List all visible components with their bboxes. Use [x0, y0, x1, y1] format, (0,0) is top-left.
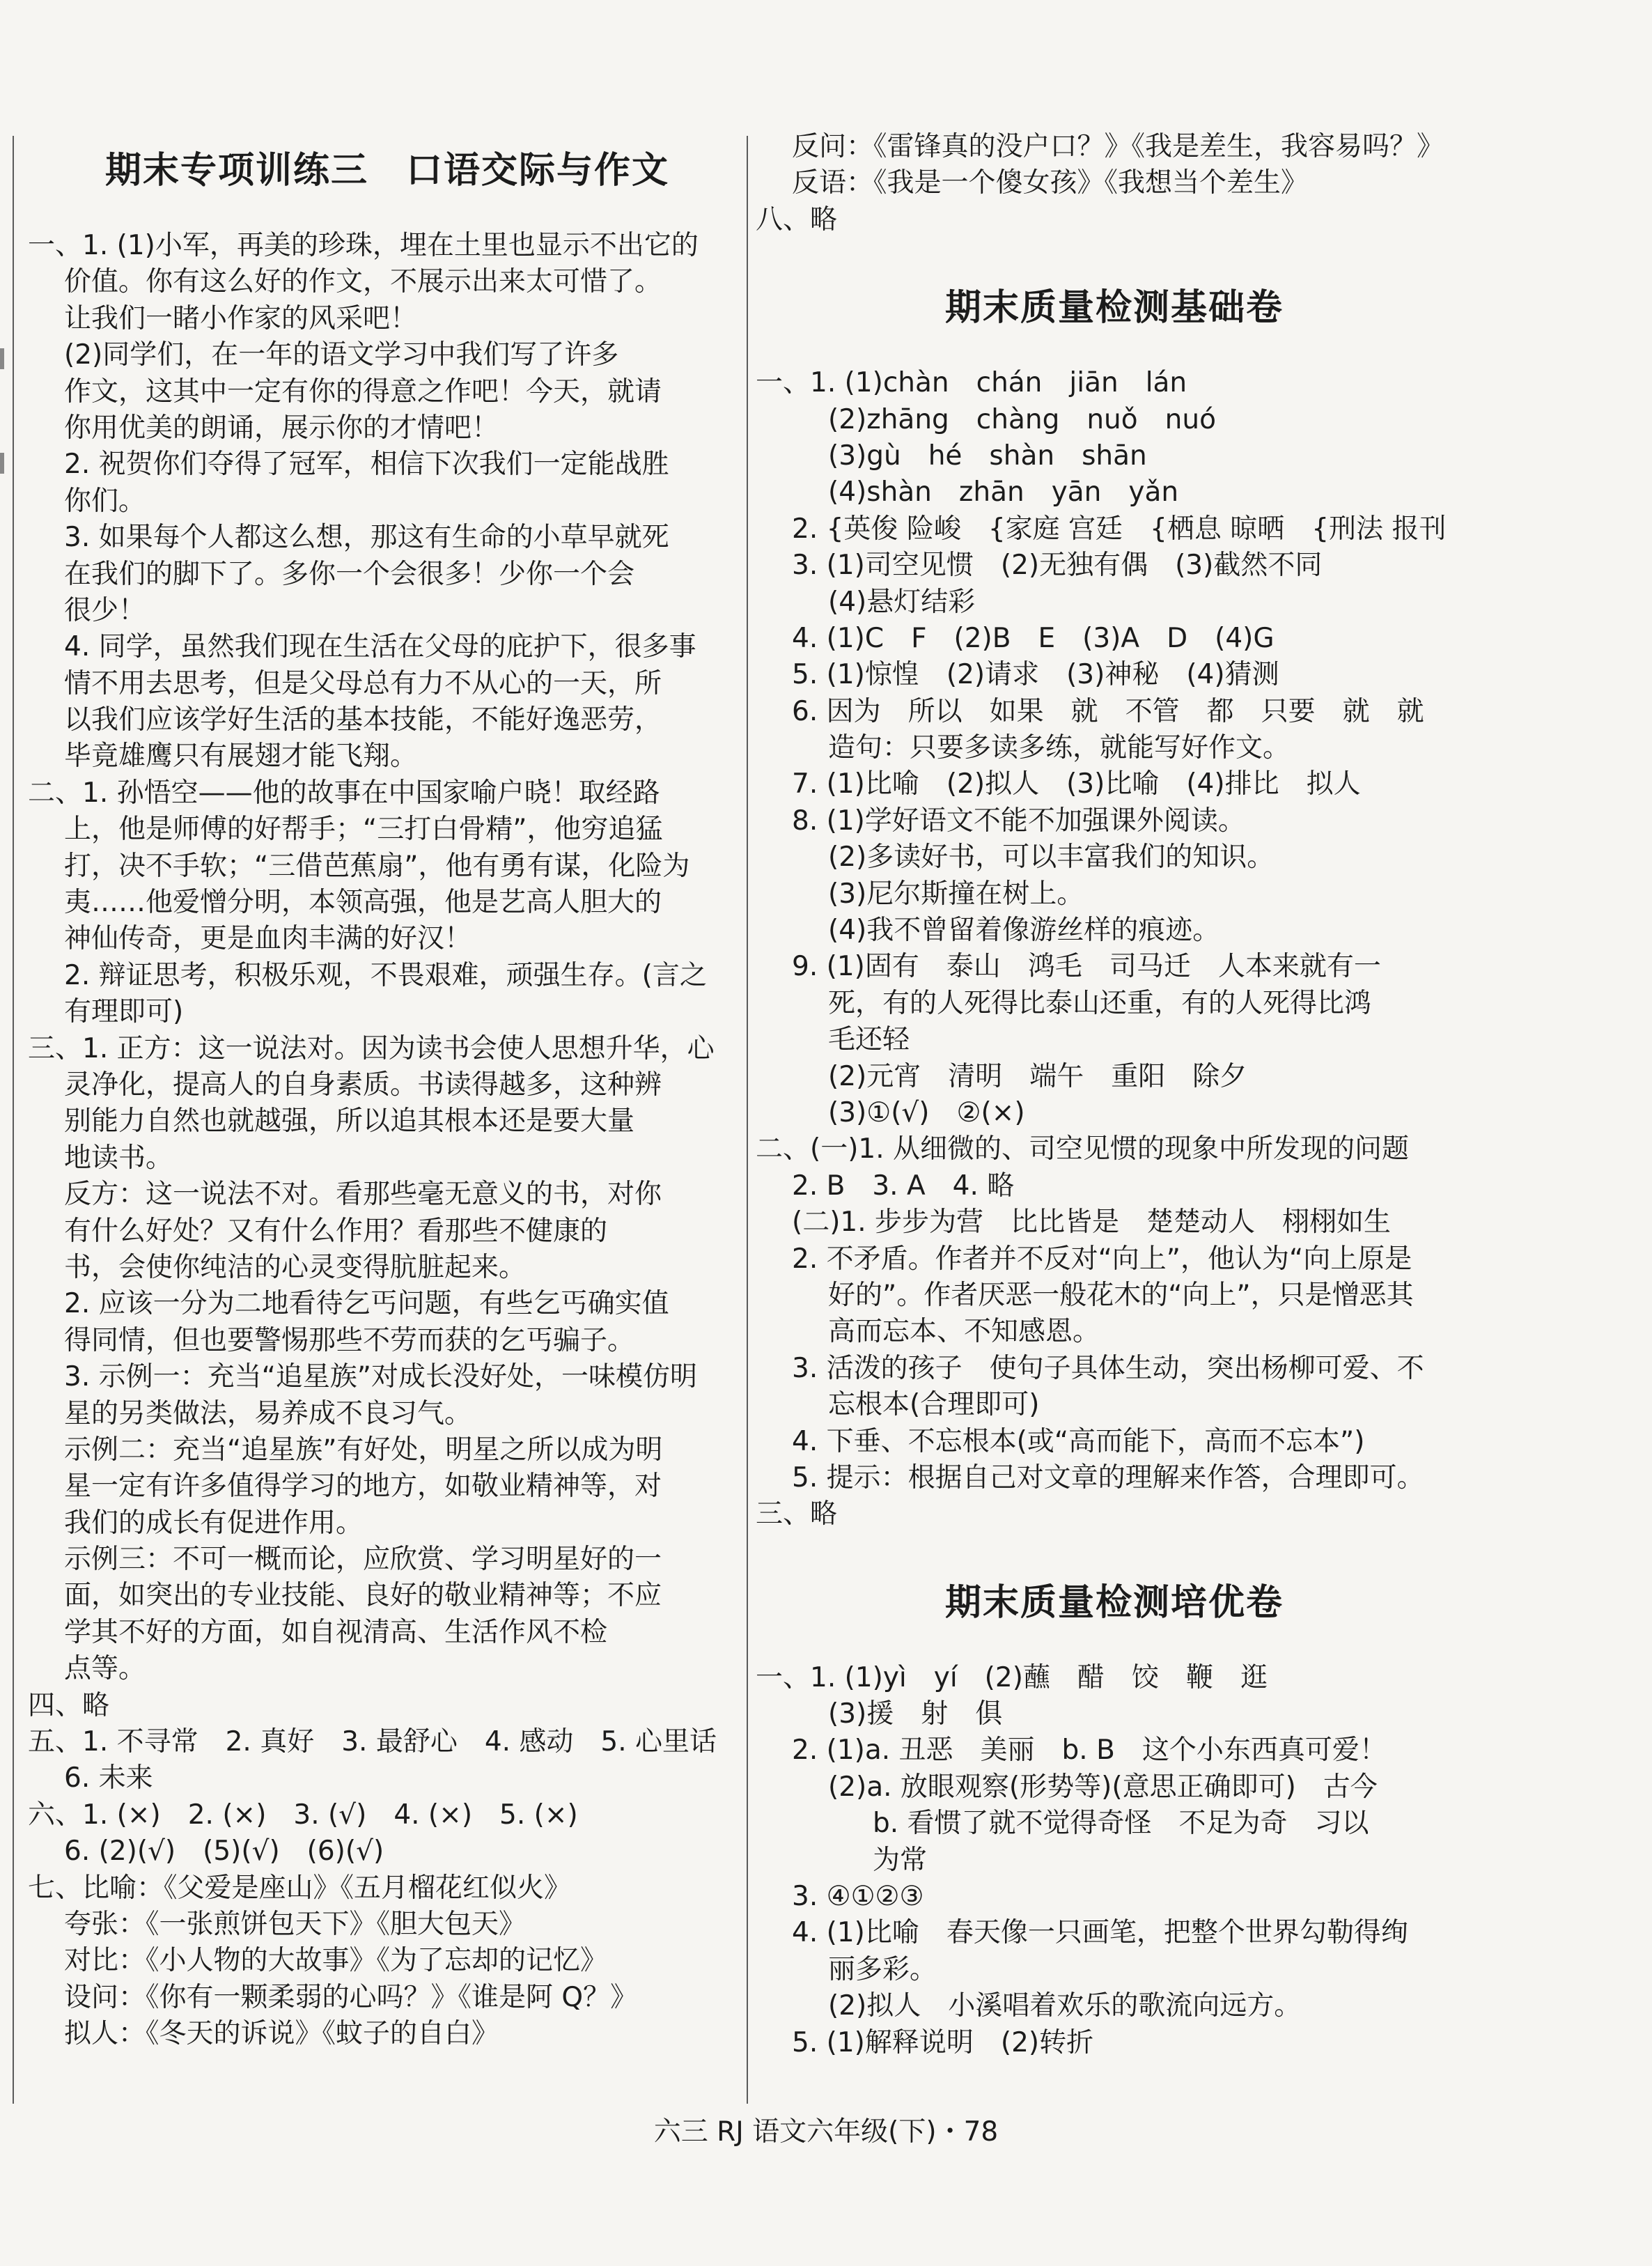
- answer-line: 夷……他爱憎分明，本领高强，他是艺高人胆大的: [64, 887, 662, 919]
- basic-exam-answers: [756, 365, 1473, 1533]
- answer-line: 作文，这其中一定有你的得意之作吧！今天，就请: [64, 375, 662, 408]
- answer-line: 你们。: [64, 485, 146, 517]
- section-title-advanced-exam: 期末质量检测培优卷: [944, 1581, 1284, 1624]
- left-answer-lines: [28, 228, 747, 2053]
- answer-line: (2)拟人 小溪唱着欢乐的歌流向远方。: [828, 1990, 1302, 2022]
- answer-line: 地读书。: [64, 1142, 173, 1174]
- answer-line: 你用优美的朗诵，展示你的才情吧！: [64, 412, 499, 444]
- answer-line: (4)我不曾留着像游丝样的痕迹。: [828, 915, 1220, 947]
- right-column: [756, 129, 1473, 2061]
- answer-line: 2. 祝贺你们夺得了冠军，相信下次我们一定能战胜: [64, 449, 669, 481]
- answer-line: 6. 因为 所以 如果 就 不管 都 只要 就 就: [792, 695, 1424, 727]
- answer-line: 示例二：充当“追星族”有好处，明星之所以成为明: [64, 1434, 663, 1466]
- answer-line: 5. 提示：根据自己对文章的理解来作答，合理即可。: [792, 1461, 1424, 1493]
- answer-line: 造句：只要多读多练，就能写好作文。: [828, 732, 1291, 764]
- answer-line: 我们的成长有促进作用。: [64, 1507, 364, 1539]
- answer-line: 毛还轻: [828, 1024, 910, 1056]
- answer-line: 为常: [873, 1844, 928, 1876]
- answer-line: 丽多彩。: [828, 1953, 937, 1985]
- column-divider: [747, 136, 748, 2104]
- answer-line: 二、(一)1. 从细微的、司空见惯的现象中所发现的问题: [756, 1133, 1410, 1165]
- answer-line: 反语：《我是一个傻女孩》《我想当个差生》: [792, 167, 1309, 199]
- answer-line: 3. 活泼的孩子 使句子具体生动，突出杨柳可爱、不: [792, 1352, 1424, 1384]
- answer-line: 2. B 3. A 4. 略: [792, 1170, 1015, 1202]
- left-column: [28, 129, 747, 2053]
- answer-line: (2)zhāng chàng nuǒ nuó: [828, 403, 1216, 435]
- binding-edge-marks: [0, 348, 7, 627]
- answer-line: 2. 不矛盾。作者并不反对“向上”，他认为“向上原是: [792, 1243, 1412, 1275]
- answer-line: (3)尼尔斯撞在树上。: [828, 878, 1084, 910]
- answer-line: (2)多读好书，可以丰富我们的知识。: [828, 841, 1275, 874]
- answer-line: 高而忘本、不知感恩。: [828, 1316, 1100, 1348]
- answer-line: 拟人：《冬天的诉说》《蚊子的自白》: [64, 2018, 499, 2050]
- section-title-oral-writing: 期末专项训练三 口语交际与作文: [104, 150, 669, 192]
- answer-line: 星一定有许多值得学习的地方，如敬业精神等，对: [64, 1470, 662, 1503]
- answer-line: 2. 辩证思考，积极乐观，不畏艰难，顽强生存。(言之: [64, 959, 707, 991]
- answer-line: 以我们应该学好生活的基本技能，不能好逸恶劳，: [64, 704, 662, 736]
- answer-line: 6. 未来: [64, 1762, 153, 1794]
- answer-line: 示例三：不可一概而论，应欣赏、学习明星好的一: [64, 1544, 662, 1576]
- answer-line: 书，会使你纯洁的心灵变得肮脏起来。: [64, 1251, 527, 1283]
- answer-line: 三、略: [756, 1498, 838, 1530]
- answer-line: 5. (1)解释说明 (2)转折: [792, 2026, 1094, 2058]
- answer-line: 上，他是师傅的好帮手；“三打白骨精”，他穷追猛: [64, 814, 663, 846]
- answer-line: 八、略: [756, 203, 838, 235]
- answer-line: 3. 如果每个人都这么想，那这有生命的小草早就死: [64, 522, 669, 554]
- answer-line: 打，决不手软；“三借芭蕉扇”，他有勇有谋，化险为: [64, 850, 690, 882]
- answer-line: 7. (1)比喻 (2)拟人 (3)比喻 (4)排比 拟人: [792, 768, 1361, 800]
- answer-line: 很少！: [64, 594, 146, 626]
- answer-line: 点等。: [64, 1653, 146, 1685]
- right-intro-lines: [756, 129, 1473, 238]
- answer-line: (3)援 射 俱: [828, 1698, 1003, 1730]
- answer-line: 3. ④①②③: [792, 1881, 924, 1913]
- answer-line: 4. (1)比喻 春天像一只画笔，把整个世界勾勒得绚: [792, 1917, 1408, 1949]
- answer-line: 学其不好的方面，如自视清高、生活作风不检: [64, 1616, 608, 1648]
- answer-line: 神仙传奇，更是血肉丰满的好汉！: [64, 923, 472, 955]
- answer-line: 2. {英俊 险峻 {家庭 宫廷 {栖息 晾晒 {刑法 报刊: [792, 513, 1447, 545]
- answer-line: 七、比喻：《父爱是座山》《五月榴花红似火》: [28, 1872, 572, 1904]
- answer-line: 反问：《雷锋真的没户口？》《我是差生，我容易吗？》: [792, 131, 1444, 162]
- answer-line: (二)1. 步步为营 比比皆是 楚楚动人 栩栩如生: [792, 1206, 1392, 1239]
- answer-line: 星的另类做法，易养成不良习气。: [64, 1397, 472, 1429]
- answer-line: 别能力自然也就越强，所以追其根本还是要大量: [64, 1105, 635, 1138]
- answer-line: 死，有的人死得比泰山还重，有的人死得比鸿: [828, 987, 1372, 1019]
- section-title-basic-exam: 期末质量检测基础卷: [944, 287, 1284, 329]
- answer-line: 一、1. (1)yì yí (2)蘸 醋 饺 鞭 逛: [756, 1661, 1268, 1693]
- answer-line: 四、略: [28, 1689, 110, 1721]
- answer-line: 设问：《你有一颗柔弱的心吗？》《谁是阿 Q？》: [64, 1981, 638, 2013]
- page-footer: 六三 RJ 语文六年级(下)・78: [653, 2116, 999, 2148]
- answer-line: 2. (1)a. 丑恶 美丽 b. B 这个小东西真可爱！: [792, 1735, 1387, 1767]
- answer-line: 3. (1)司空见惯 (2)无独有偶 (3)截然不同: [792, 550, 1323, 582]
- answer-line: 好的”。作者厌恶一般花木的“向上”，只是憎恶其: [828, 1279, 1414, 1311]
- answer-line: 有理即可): [64, 996, 184, 1028]
- answer-line: 对比：《小人物的大故事》《为了忘却的记忆》: [64, 1945, 608, 1977]
- answer-line: (2)a. 放眼观察(形势等)(意思正确即可) 古今: [828, 1771, 1378, 1803]
- answer-line: 六、1. (×) 2. (×) 3. (√) 4. (×) 5. (×): [28, 1799, 578, 1831]
- answer-line: 一、1. (1)chàn chán jiān lán: [756, 367, 1187, 399]
- advanced-exam-answers: [756, 1660, 1473, 2061]
- answer-line: 4. 下垂、不忘根本(或“高而能下，高而不忘本”): [792, 1425, 1365, 1457]
- answer-line: 6. (2)(√) (5)(√) (6)(√): [64, 1836, 384, 1868]
- answer-line: 反方：这一说法不对。看那些毫无意义的书，对你: [64, 1179, 662, 1211]
- answer-line: 二、1. 孙悟空——他的故事在中国家喻户晓！取经路: [28, 777, 660, 809]
- answer-line: 情不用去思考，但是父母总有力不从心的一天，所: [64, 667, 662, 699]
- answer-line: 三、1. 正方：这一说法对。因为读书会使人思想升华，心: [28, 1032, 715, 1064]
- answer-line: 价值。你有这么好的作文，不展示出来太可惜了。: [64, 266, 662, 298]
- answer-line: (4)悬灯结彩: [828, 586, 976, 618]
- answer-line: 夸张：《一张煎饼包天下》《胆大包天》: [64, 1908, 527, 1940]
- answer-line: (2)同学们，在一年的语文学习中我们写了许多: [64, 339, 619, 371]
- answer-line: b. 看惯了就不觉得奇怪 不足为奇 习以: [873, 1808, 1369, 1840]
- answer-line: 毕竟雄鹰只有展翅才能飞翔。: [64, 740, 418, 773]
- answer-line: 面，如突出的专业技能、良好的敬业精神等；不应: [64, 1580, 662, 1612]
- answer-line: 灵净化，提高人的自身素质。书读得越多，这种辨: [64, 1069, 662, 1101]
- answer-line: 在我们的脚下了。多你一个会很多！少你一个会: [64, 558, 635, 590]
- answer-line: 五、1. 不寻常 2. 真好 3. 最舒心 4. 感动 5. 心里话: [28, 1726, 717, 1758]
- answer-line: 有什么好处？又有什么作用？看那些不健康的: [64, 1215, 608, 1247]
- answer-line: 4. 同学，虽然我们现在生活在父母的庇护下，很多事: [64, 631, 696, 663]
- answer-line: 3. 示例一：充当“追星族”对成长没好处，一味模仿明: [64, 1361, 698, 1393]
- answer-line: 得同情，但也要警惕那些不劳而获的乞丐骗子。: [64, 1324, 635, 1356]
- answer-line: (2)元宵 清明 端午 重阳 除夕: [828, 1060, 1247, 1092]
- answer-line: 让我们一睹小作家的风采吧！: [64, 302, 418, 334]
- answer-line: 4. (1)C F (2)B E (3)A D (4)G: [792, 622, 1275, 654]
- answer-line: (4)shàn zhān yān yǎn: [828, 476, 1179, 509]
- answer-line: 忘根本(合理即可): [828, 1389, 1040, 1421]
- answer-line: 9. (1)固有 泰山 鸿毛 司马迁 人本来就有一: [792, 951, 1381, 983]
- answer-line: 5. (1)惊惶 (2)请求 (3)神秘 (4)猜测: [792, 659, 1279, 691]
- answer-line: (3)gù hé shàn shān: [828, 440, 1147, 472]
- left-margin-rule: [13, 136, 14, 2104]
- answer-line: (3)①(√) ②(×): [828, 1096, 1025, 1128]
- answer-line: 一、1. (1)小军，再美的珍珠，埋在土里也显示不出它的: [28, 230, 699, 261]
- answer-line: 8. (1)学好语文不能不加强课外阅读。: [792, 805, 1245, 837]
- answer-line: 2. 应该一分为二地看待乞丐问题，有些乞丐确实值: [64, 1288, 669, 1320]
